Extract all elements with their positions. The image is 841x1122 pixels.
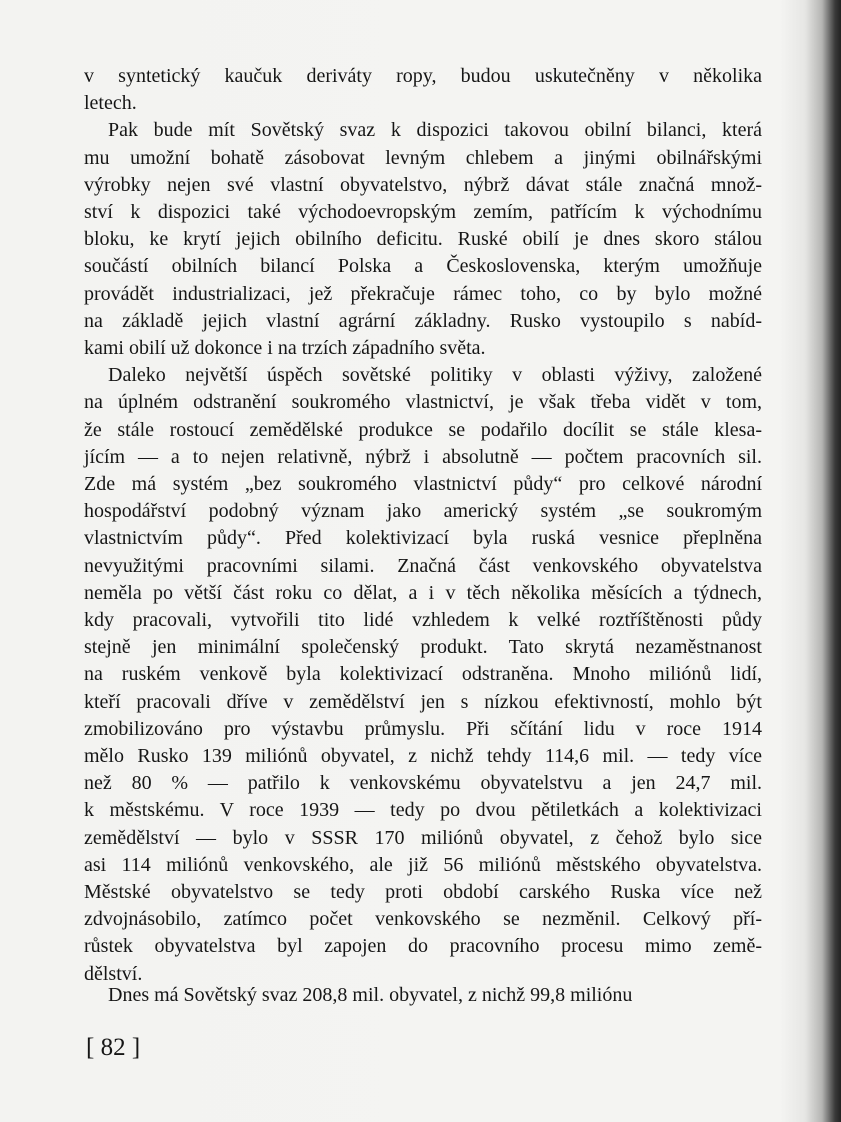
text-line: na základě jejich vlastní agrární základny. Rusko vystoupilo s nabíd- xyxy=(84,309,762,332)
text-line: bloku, ke krytí jejich obilního deficitu. Ruské obilí je dnes skoro stálou xyxy=(84,228,762,251)
text-line: zmobilizováno pro výstavbu průmyslu. Při sčítání lidu v roce 1914 xyxy=(84,717,762,740)
text-line: Daleko největší úspěch sovětské politiky v oblasti výživy, založené xyxy=(108,364,762,387)
text-line: Městské obyvatelstvo se tedy proti období carského Ruska více než xyxy=(84,881,762,903)
text-line: asi 114 miliónů venkovského, ale již 56 miliónů městského obyvatelstva. xyxy=(84,853,762,876)
text-line: než 80 % — patřilo k venkovskému obyvatelstvu a jen 24,7 mil. xyxy=(84,772,762,795)
text-line: Pak bude mít Sovětský svaz k dispozici takovou obilní bilanci, která xyxy=(108,119,762,142)
text-line: dělství. xyxy=(84,962,143,985)
text-line: výrobky nejen své vlastní obyvatelstvo, nýbrž dávat stále značná množ- xyxy=(84,173,762,196)
text-line: nevyužitými pracovními silami. Značná část venkovského obyvatelstva xyxy=(84,554,762,577)
text-line: v syntetický kaučuk deriváty ropy, budou uskutečněny v několika xyxy=(84,65,762,87)
text-line: zemědělství — bylo v SSSR 170 miliónů obyvatel, z čehož bylo sice xyxy=(84,826,762,849)
text-line: hospodářství podobný význam jako americký systém „se soukromým xyxy=(84,500,762,523)
text-line: vlastnictvím půdy“. Před kolektivizací byla ruská vesnice přeplněna xyxy=(84,527,762,550)
text-line: kteří pracovali dříve v zemědělství jen s nízkou efektivností, mohlo být xyxy=(84,690,762,713)
text-line: že stále rostoucí zemědělské produkce se podařilo docílit se stále klesa- xyxy=(84,418,762,441)
text-line: součástí obilních bilancí Polska a Československa, kterým umožňuje xyxy=(84,255,762,278)
page-number: [ 82 ] xyxy=(86,1034,141,1061)
text-line: na ruském venkově byla kolektivizací odstraněna. Mnoho miliónů lidí, xyxy=(84,663,762,686)
text-line: kdy pracovali, vytvořili tito lidé vzhledem k velké roztříštěnosti půdy xyxy=(84,609,762,631)
text-line: Zde má systém „bez soukromého vlastnictví půdy“ pro celkové národní xyxy=(84,473,762,495)
text-line: zdvojnásobilo, zatímco počet venkovského se nezměnil. Celkový pří- xyxy=(84,908,762,931)
text-line: ství k dispozici také východoevropským zemím, patřícím k východnímu xyxy=(84,201,762,223)
text-line: Dnes má Sovětský svaz 208,8 mil. obyvatel, z nichž 99,8 miliónu xyxy=(108,984,633,1006)
text-line: kami obilí už dokonce i na trzích západního světa. xyxy=(84,337,486,359)
text-line: letech. xyxy=(84,92,137,115)
text-line: mělo Rusko 139 miliónů obyvatel, z nichž tehdy 114,6 mil. — tedy více xyxy=(84,745,762,767)
text-line: neměla po větší část roku co dělat, a i v těch několika měsících a týdnech, xyxy=(84,581,762,604)
text-line: na úplném odstranění soukromého vlastnictví, je však třeba vidět v tom, xyxy=(84,391,762,414)
text-line: k městskému. V roce 1939 — tedy po dvou pětiletkách a kolektivizaci xyxy=(84,799,762,822)
text-line: mu umožní bohatě zásobovat levným chlebem a jinými obilnářskými xyxy=(84,146,762,169)
text-line: provádět industrializaci, jež překračuje rámec toho, co by bylo možné xyxy=(84,282,762,305)
text-line: jícím — a to nejen relativně, nýbrž i absolutně — počtem pracovních sil. xyxy=(84,445,762,468)
text-line: růstek obyvatelstva byl zapojen do pracovního procesu mimo země- xyxy=(84,935,762,958)
text-line: stejně jen minimální společenský produkt. Tato skrytá nezaměstnanost xyxy=(84,636,762,659)
